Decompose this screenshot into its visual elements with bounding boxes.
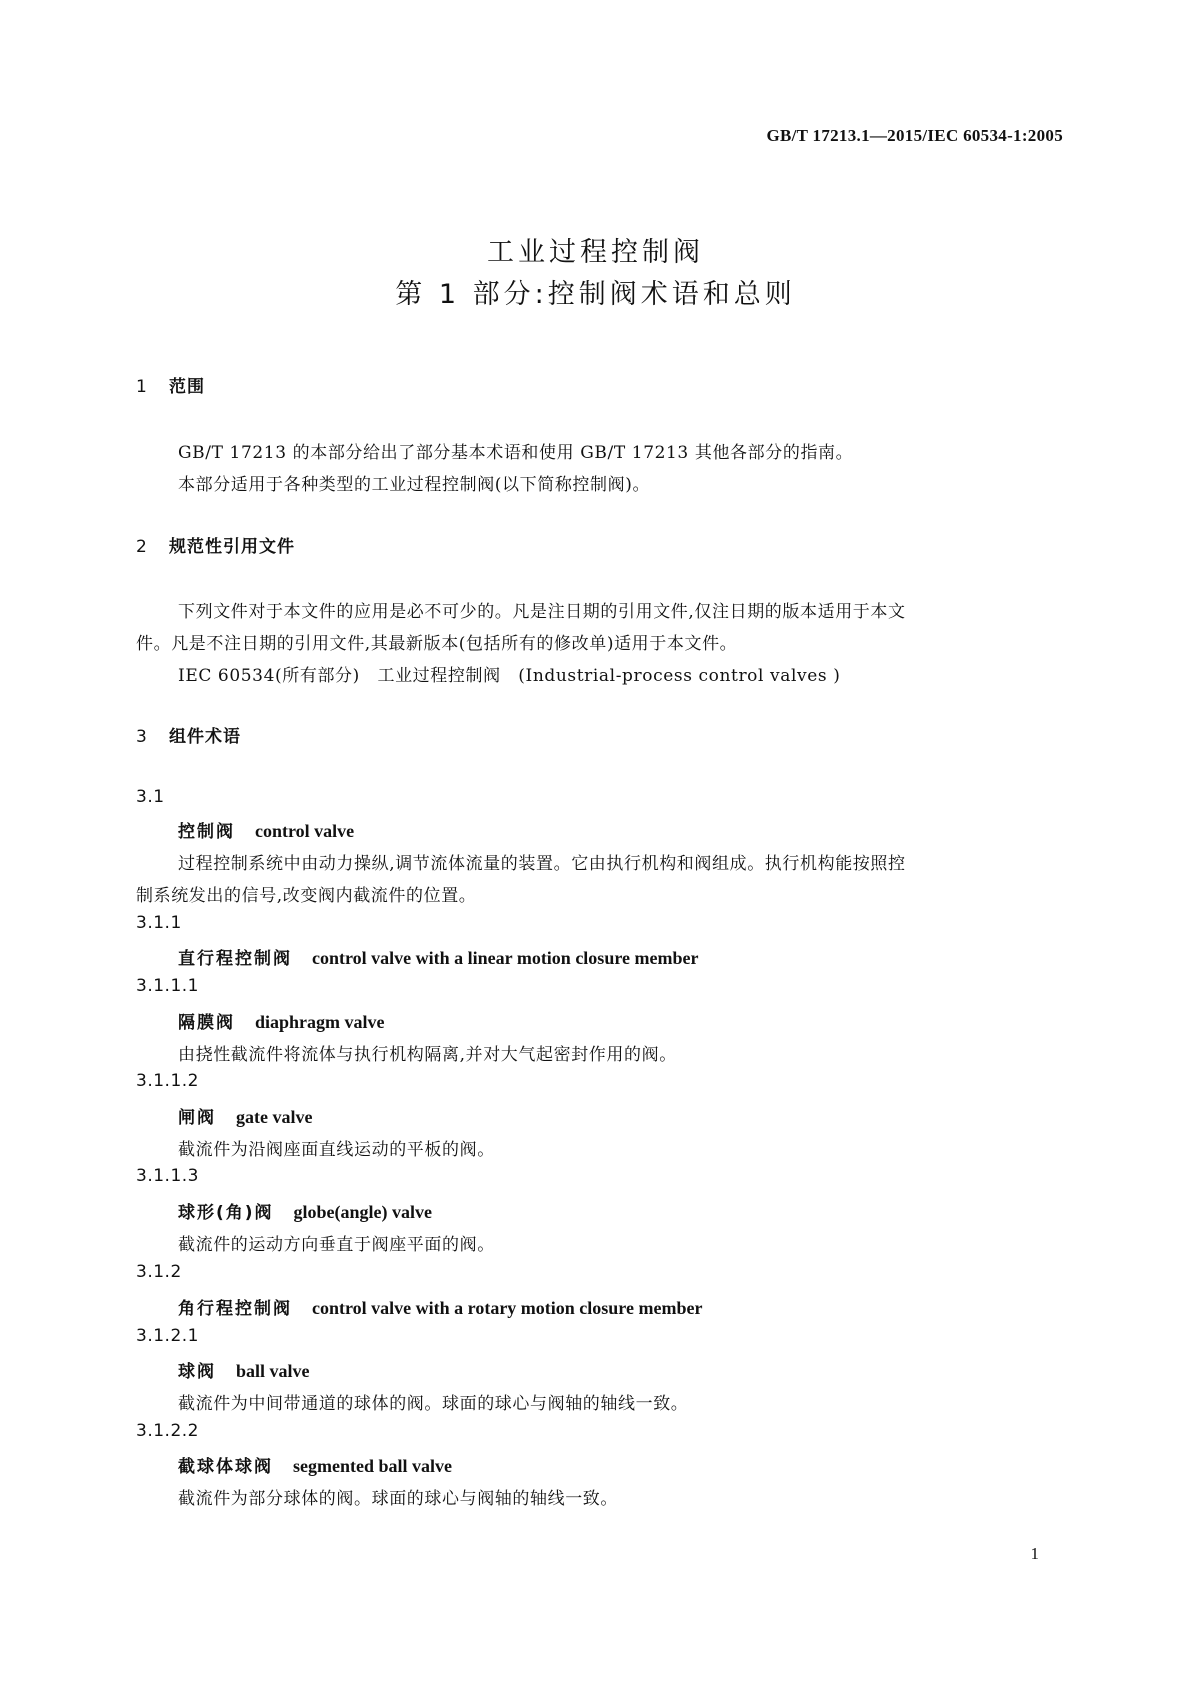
term-zh: 角行程控制阀 bbox=[178, 1299, 292, 1319]
section-number: 2 bbox=[136, 537, 148, 557]
term-en: control valve with a rotary motion closure member bbox=[312, 1298, 703, 1318]
term-definition: 截流件的运动方向垂直于阀座平面的阀。 bbox=[178, 1235, 495, 1255]
document-subtitle: 第 1 部分:控制阀术语和总则 bbox=[395, 279, 796, 310]
term-en: control valve with a linear motion closure member bbox=[312, 948, 699, 968]
reference-item: IEC 60534(所有部分) 工业过程控制阀 (Industrial-process control valves ) bbox=[178, 666, 841, 686]
term-zh: 闸阀 bbox=[178, 1108, 216, 1128]
clause-number: 3.1.2.2 bbox=[136, 1421, 199, 1441]
paragraph-continuation: 件。凡是不注日期的引用文件,其最新版本(包括所有的修改单)适用于本文件。 bbox=[136, 634, 738, 654]
term-zh: 隔膜阀 bbox=[178, 1013, 235, 1033]
clause-number: 3.1.1.1 bbox=[136, 976, 199, 996]
clause-number: 3.1.1.2 bbox=[136, 1071, 199, 1091]
section-heading-normative-references bbox=[136, 532, 295, 557]
clause-number: 3.1.1.3 bbox=[136, 1166, 199, 1186]
term-entry bbox=[178, 944, 698, 969]
term-en: ball valve bbox=[236, 1361, 310, 1381]
term-definition: 截流件为沿阀座面直线运动的平板的阀。 bbox=[178, 1140, 495, 1160]
term-definition: 截流件为部分球体的阀。球面的球心与阀轴的轴线一致。 bbox=[178, 1489, 618, 1509]
term-entry bbox=[178, 1357, 310, 1382]
clause-number: 3.1.1 bbox=[136, 913, 182, 933]
term-zh: 截球体球阀 bbox=[178, 1457, 273, 1477]
term-en: gate valve bbox=[236, 1107, 313, 1127]
section-heading-component-terms bbox=[136, 722, 241, 747]
clause-number: 3.1.2.1 bbox=[136, 1326, 199, 1346]
term-entry bbox=[178, 1294, 702, 1319]
section-heading-scope bbox=[136, 372, 205, 397]
term-zh: 球阀 bbox=[178, 1362, 216, 1382]
paragraph: 下列文件对于本文件的应用是必不可少的。凡是注日期的引用文件,仅注日期的版本适用于本文 bbox=[178, 602, 906, 622]
term-entry bbox=[178, 817, 354, 842]
term-definition: 由挠性截流件将流体与执行机构隔离,并对大气起密封作用的阀。 bbox=[178, 1045, 677, 1065]
term-definition: 截流件为中间带通道的球体的阀。球面的球心与阀轴的轴线一致。 bbox=[178, 1394, 689, 1414]
paragraph: GB/T 17213 的本部分给出了部分基本术语和使用 GB/T 17213 其他各部分的指南。 bbox=[178, 443, 854, 463]
standard-code-header: GB/T 17213.1—2015/IEC 60534-1:2005 bbox=[766, 126, 1063, 145]
term-zh: 球形(角)阀 bbox=[178, 1203, 274, 1223]
term-en: globe(angle) valve bbox=[293, 1202, 433, 1222]
document-title: 工业过程控制阀 bbox=[487, 237, 704, 268]
term-definition-continuation: 制系统发出的信号,改变阀内截流件的位置。 bbox=[136, 886, 477, 906]
section-number: 3 bbox=[136, 727, 148, 747]
term-en: control valve bbox=[255, 821, 355, 841]
section-number: 1 bbox=[136, 377, 148, 397]
term-zh: 控制阀 bbox=[178, 822, 235, 842]
page-number: 1 bbox=[1030, 1544, 1039, 1563]
term-entry bbox=[178, 1198, 432, 1223]
section-title: 组件术语 bbox=[169, 727, 241, 747]
section-title: 规范性引用文件 bbox=[169, 537, 295, 557]
section-title: 范围 bbox=[169, 377, 205, 397]
clause-number: 3.1.2 bbox=[136, 1262, 182, 1282]
term-en: segmented ball valve bbox=[293, 1456, 452, 1476]
paragraph: 本部分适用于各种类型的工业过程控制阀(以下简称控制阀)。 bbox=[178, 475, 651, 495]
term-entry bbox=[178, 1008, 385, 1033]
term-zh: 直行程控制阀 bbox=[178, 949, 292, 969]
clause-number: 3.1 bbox=[136, 787, 165, 807]
term-entry bbox=[178, 1452, 452, 1477]
term-entry bbox=[178, 1103, 312, 1128]
term-en: diaphragm valve bbox=[255, 1012, 385, 1032]
term-definition: 过程控制系统中由动力操纵,调节流体流量的装置。它由执行机构和阀组成。执行机构能按照控 bbox=[178, 854, 906, 874]
